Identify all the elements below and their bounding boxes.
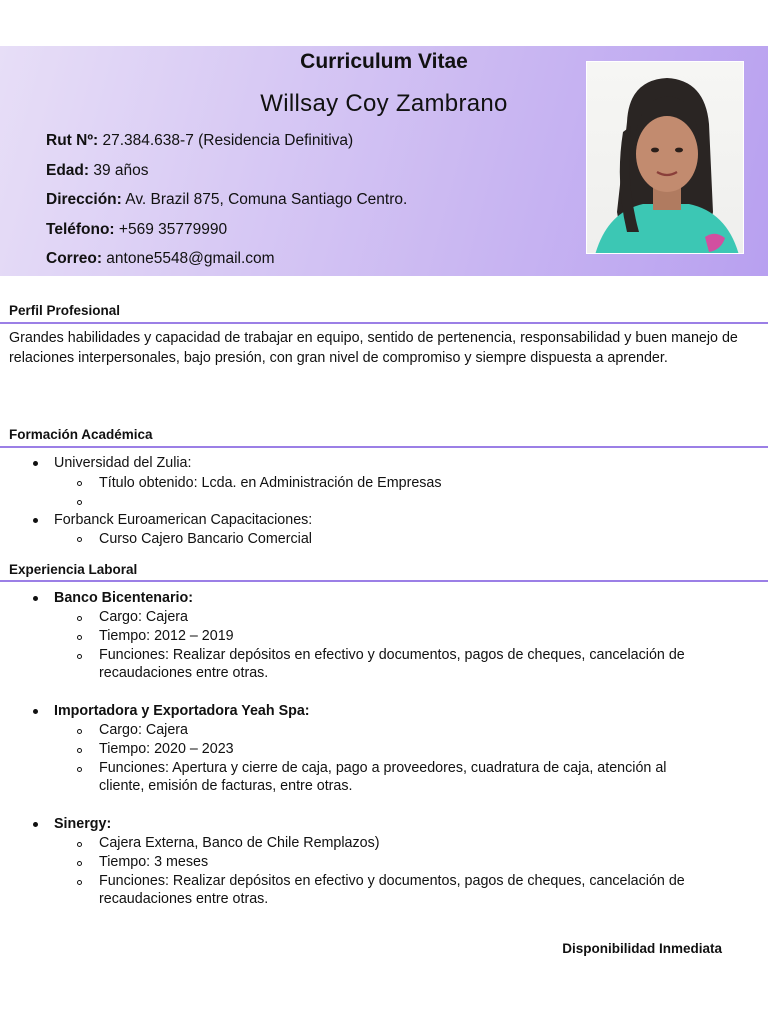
section-title-profile: Perfil Profesional	[9, 303, 121, 318]
job-detail: Tiempo: 2020 – 2023	[99, 741, 234, 757]
job-detail-continued: recaudaciones entre otras.	[99, 891, 269, 907]
circle-bullet-icon	[77, 729, 82, 734]
job-detail: Cargo: Cajera	[99, 609, 188, 625]
circle-bullet-icon	[77, 537, 82, 542]
address-label: Dirección:	[46, 191, 122, 208]
document-title: Curriculum Vitae	[300, 50, 468, 73]
phone-label: Teléfono:	[46, 221, 115, 238]
job-detail: Funciones: Realizar depósitos en efectivo y documentos, pagos de cheques, cancelación de	[99, 873, 685, 889]
job-detail-continued: recaudaciones entre otras.	[99, 665, 269, 681]
email-row	[46, 248, 275, 270]
section-divider	[0, 580, 768, 582]
job-detail: Tiempo: 2012 – 2019	[99, 628, 234, 644]
bullet-icon	[33, 518, 38, 523]
circle-bullet-icon	[77, 616, 82, 621]
rut-row	[46, 130, 353, 152]
age-label: Edad:	[46, 162, 90, 179]
email-label: Correo:	[46, 250, 102, 267]
profile-text: Grandes habilidades y capacidad de trabajar en equipo, sentido de pertenencia, responsabilidad y buen manejo de relaciones interpersonales, bajo presión, con gran nivel de compromiso y siempre dispuesta a aprender.	[9, 330, 738, 366]
circle-bullet-icon	[77, 842, 82, 847]
circle-bullet-icon	[77, 748, 82, 753]
rut-value: 27.384.638-7 (Residencia Definitiva)	[98, 132, 354, 149]
phone-value: +569 35779990	[114, 221, 228, 238]
bullet-icon	[33, 822, 38, 827]
bullet-icon	[33, 709, 38, 714]
age-value: 39 años	[89, 162, 149, 179]
job-detail: Funciones: Apertura y cierre de caja, pago a proveedores, cuadratura de caja, atención al	[99, 760, 667, 776]
candidate-name: Willsay Coy Zambrano	[260, 90, 508, 117]
section-divider	[0, 322, 768, 324]
address-row	[46, 189, 407, 211]
section-title-education: Formación Académica	[9, 427, 153, 442]
circle-bullet-icon	[77, 500, 82, 505]
education-item: Forbanck Euroamerican Capacitaciones:	[54, 512, 313, 528]
education-item: Universidad del Zulia:	[54, 455, 192, 471]
email-value: antone5548@gmail.com	[101, 250, 275, 267]
phone-row	[46, 219, 227, 241]
section-divider	[0, 446, 768, 448]
circle-bullet-icon	[77, 635, 82, 640]
job-company: Banco Bicentenario:	[54, 590, 194, 606]
section-title-experience: Experiencia Laboral	[9, 562, 138, 577]
job-detail: Cargo: Cajera	[99, 722, 188, 738]
rut-label: Rut Nº:	[46, 132, 99, 149]
bullet-icon	[33, 596, 38, 601]
job-detail: Cajera Externa, Banco de Chile Remplazos)	[99, 835, 380, 851]
circle-bullet-icon	[77, 481, 82, 486]
job-detail: Funciones: Realizar depósitos en efectivo y documentos, pagos de cheques, cancelación de	[99, 647, 685, 663]
education-detail: Curso Cajero Bancario Comercial	[99, 531, 312, 547]
availability-note: Disponibilidad Inmediata	[562, 941, 722, 956]
education-detail: Título obtenido: Lcda. en Administración de Empresas	[99, 475, 442, 491]
address-value: Av. Brazil 875, Comuna Santiago Centro.	[121, 191, 408, 208]
job-detail-continued: cliente, emisión de facturas, entre otras.	[99, 778, 353, 794]
job-company: Sinergy:	[54, 816, 112, 832]
bullet-icon	[33, 461, 38, 466]
circle-bullet-icon	[77, 654, 82, 659]
age-row	[46, 160, 149, 182]
job-company: Importadora y Exportadora Yeah Spa:	[54, 703, 310, 719]
circle-bullet-icon	[77, 880, 82, 885]
circle-bullet-icon	[77, 861, 82, 866]
circle-bullet-icon	[77, 767, 82, 772]
job-detail: Tiempo: 3 meses	[99, 854, 209, 870]
profile-photo	[586, 61, 744, 254]
